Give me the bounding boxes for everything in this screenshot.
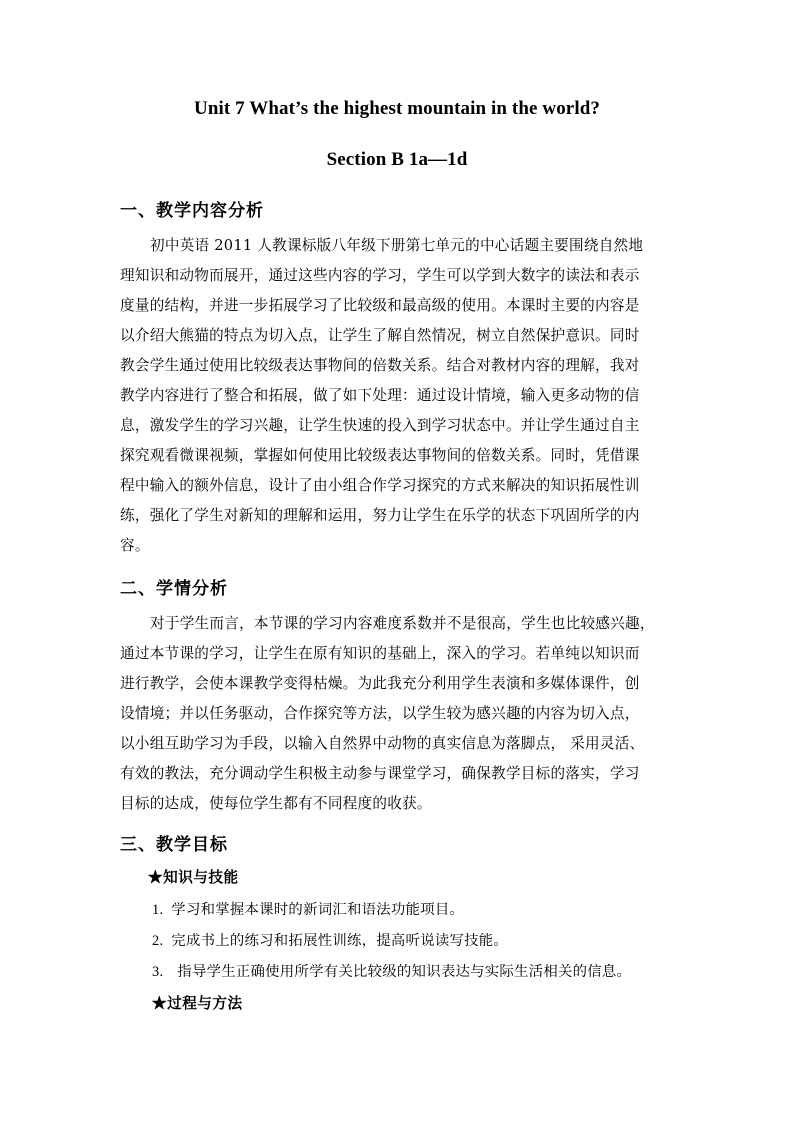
paragraph-line: 通过本节课的学习，让学生在原有知识的基础上，深入的学习。若单纯以知识而 (120, 645, 640, 662)
paragraph-line: 度量的结构，并进一步拓展学习了比较级和最高级的使用。本课时主要的内容是 (120, 297, 640, 314)
item-number: 2. (152, 933, 164, 949)
paragraph-line: 有效的教法，充分调动学生积极主动参与课堂学习，确保教学目标的落实，学习 (120, 765, 640, 782)
paragraph-line: 教学内容进行了整合和拓展，做了如下处理：通过设计情境，输入更多动物的信 (120, 387, 640, 404)
objective-item (152, 960, 631, 981)
paragraph-line: 程中输入的额外信息，设计了由小组合作学习探究的方式来解决的知识拓展性训 (120, 477, 640, 494)
paragraph-line: 理知识和动物而展开，通过这些内容的学习，学生可以学到大数字的读法和表示 (120, 267, 640, 284)
paragraph-line: 设情境；并以任务驱动，合作探究等方法，以学生较为感兴趣的内容为切入点， (120, 705, 640, 722)
section-heading-learner-analysis: 二、学情分析 (120, 579, 228, 599)
objective-item (152, 898, 464, 919)
paragraph-line: 目标的达成，使每位学生都有不同程度的收获。 (120, 795, 432, 812)
item-number: 3. (152, 964, 164, 980)
paragraph-line: 以小组互助学习为手段，以输入自然界中动物的真实信息为落脚点， 采用灵活、 (120, 735, 645, 752)
paragraph-line: 练，强化了学生对新知的理解和运用，努力让学生在乐学的状态下巩固所学的内 (120, 507, 640, 524)
objective-item (152, 929, 508, 950)
section-heading-content-analysis: 一、教学内容分析 (120, 201, 264, 221)
item-text: 指导学生正确使用所学有关比较级的知识表达与实际生活相关的信息。 (177, 964, 632, 980)
document-title: Unit 7 What’s the highest mountain in the world? (194, 98, 600, 119)
item-text: 学习和掌握本课时的新词汇和语法功能项目。 (171, 902, 465, 918)
subheading-knowledge-skills: ★知识与技能 (148, 869, 239, 886)
subheading-process-method: ★过程与方法 (152, 995, 243, 1012)
item-text: 完成书上的练习和拓展性训练，提高听说读写技能。 (171, 933, 509, 949)
section-heading-teaching-objectives: 三、教学目标 (120, 835, 228, 855)
paragraph-line: 教会学生通过使用比较级表达事物间的倍数关系。结合对教材内容的理解，我对 (120, 357, 640, 374)
paragraph-line: 对于学生而言，本节课的学习内容难度系数并不是很高，学生也比较感兴趣， (150, 615, 655, 632)
paragraph-line: 进行教学，会使本课教学变得枯燥。为此我充分利用学生表演和多媒体课件，创 (120, 675, 640, 692)
paragraph-line: 息，激发学生的学习兴趣，让学生快速的投入到学习状态中。并让学生通过自主 (120, 417, 640, 434)
paragraph-line: 探究观看微课视频，掌握如何使用比较级表达事物间的倍数关系。同时，凭借课 (120, 447, 640, 464)
paragraph-line: 容。 (120, 537, 150, 554)
paragraph-line: 初中英语 2011 人教课标版八年级下册第七单元的中心话题主要围绕自然地 (150, 237, 644, 254)
document-subtitle: Section B 1a—1d (326, 149, 468, 170)
paragraph-line: 以介绍大熊猫的特点为切入点，让学生了解自然情况，树立自然保护意识。同时 (120, 327, 640, 344)
item-number: 1. (152, 902, 164, 918)
